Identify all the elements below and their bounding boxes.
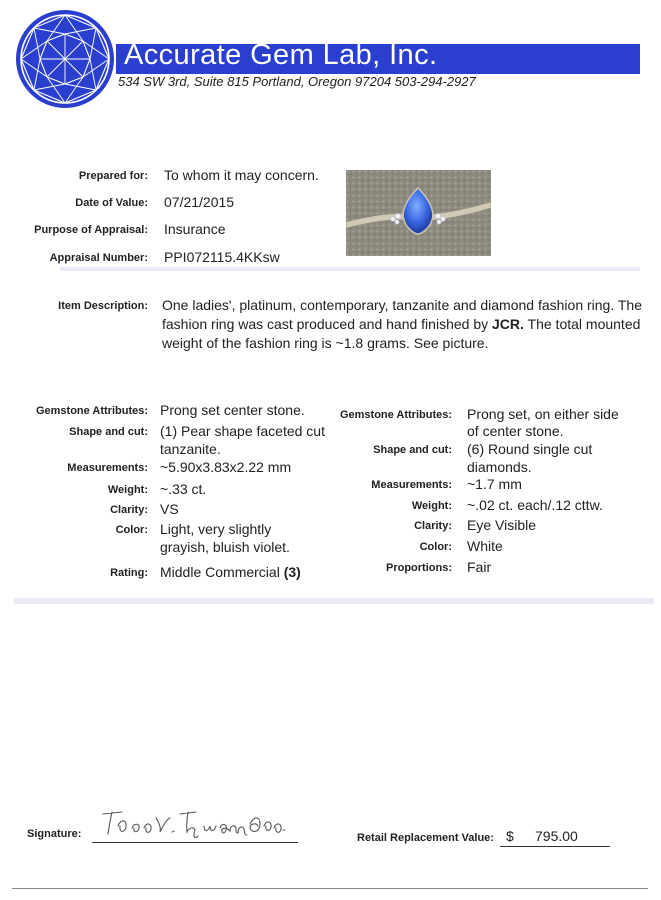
retail-value-line xyxy=(500,846,610,847)
item-description-label: Item Description: xyxy=(58,300,148,312)
center-weight: ~.33 ct. xyxy=(160,481,207,497)
signature-line xyxy=(92,842,298,843)
side-clarity: Eye Visible xyxy=(467,517,537,533)
prepared-for-label: Prepared for: xyxy=(78,170,148,182)
side-attributes-line1: Prong set, on either side xyxy=(467,406,619,422)
center-shape-label: Shape and cut: xyxy=(69,426,148,438)
center-attributes: Prong set center stone. xyxy=(160,402,305,418)
center-measurements-label: Measurements: xyxy=(67,462,148,474)
company-name: Accurate Gem Lab, Inc. xyxy=(124,39,438,71)
currency-symbol: $ xyxy=(506,828,514,844)
company-address: 534 SW 3rd, Suite 815 Portland, Oregon 97204 503-294-2927 xyxy=(118,74,476,89)
center-clarity-label: Clarity: xyxy=(110,504,148,516)
appraisal-number-label: Appraisal Number: xyxy=(49,252,148,264)
center-attributes-label: Gemstone Attributes: xyxy=(35,405,148,417)
side-attributes-line2: of center stone. xyxy=(467,423,564,439)
center-color-label: Color: xyxy=(115,524,148,536)
scan-artifact-band xyxy=(60,267,640,271)
prepared-for-value: To whom it may concern. xyxy=(164,167,319,183)
center-measurements: ~5.90x3.83x2.22 mm xyxy=(160,459,292,475)
side-color: White xyxy=(467,538,503,554)
rating-value xyxy=(160,563,301,581)
center-color-line2: grayish, bluish violet. xyxy=(160,539,290,555)
side-shape-label: Shape and cut: xyxy=(373,444,452,456)
appraisal-number: PPI072115.4KKsw xyxy=(164,249,280,265)
center-weight-label: Weight: xyxy=(107,484,148,496)
purpose-label: Purpose of Appraisal: xyxy=(34,224,148,236)
side-measurements-label: Measurements: xyxy=(371,479,452,491)
item-description-text: One ladies', platinum, contemporary, tanzanite and diamond fashion ring. The fashion ring was cast produced and hand finished by xyxy=(162,297,642,332)
rating-grade: (3) xyxy=(283,564,301,580)
date-of-value: 07/21/2015 xyxy=(164,194,235,210)
ring-photo xyxy=(346,170,491,256)
scan-artifact-band xyxy=(14,598,654,604)
rating-label: Rating: xyxy=(110,567,148,579)
center-shape-line2: tanzanite. xyxy=(160,441,221,457)
side-weight: ~.02 ct. each/.12 cttw. xyxy=(467,497,603,513)
page-bottom-rule xyxy=(12,888,648,889)
side-shape-line1: (6) Round single cut xyxy=(467,441,593,457)
proportions-label: Proportions: xyxy=(386,562,452,574)
retail-value: 795.00 xyxy=(535,828,578,844)
round-brilliant-diamond-logo-icon xyxy=(14,8,116,110)
handwritten-signature xyxy=(100,806,290,838)
proportions-value: Fair xyxy=(467,559,492,575)
center-shape-line1: (1) Pear shape faceted cut xyxy=(160,423,325,439)
side-shape-line2: diamonds. xyxy=(467,459,532,475)
item-description xyxy=(162,296,642,353)
center-clarity: VS xyxy=(160,501,179,517)
side-clarity-label: Clarity: xyxy=(414,520,452,532)
signature-label: Signature: xyxy=(27,828,82,840)
center-color-line1: Light, very slightly xyxy=(160,521,272,537)
rating-text: Middle Commercial xyxy=(160,564,284,580)
retail-value-label: Retail Replacement Value: xyxy=(357,832,494,844)
item-description-text-2: The total mounted weight of the fashion ring is ~1.8 grams. See picture. xyxy=(162,316,641,351)
date-of-value-label: Date of Value: xyxy=(75,197,148,209)
side-color-label: Color: xyxy=(419,541,452,553)
side-weight-label: Weight: xyxy=(411,500,452,512)
side-attributes-label: Gemstone Attributes: xyxy=(339,409,452,421)
side-measurements: ~1.7 mm xyxy=(467,476,522,492)
maker-name: JCR. xyxy=(492,316,524,332)
purpose-value: Insurance xyxy=(164,221,226,237)
